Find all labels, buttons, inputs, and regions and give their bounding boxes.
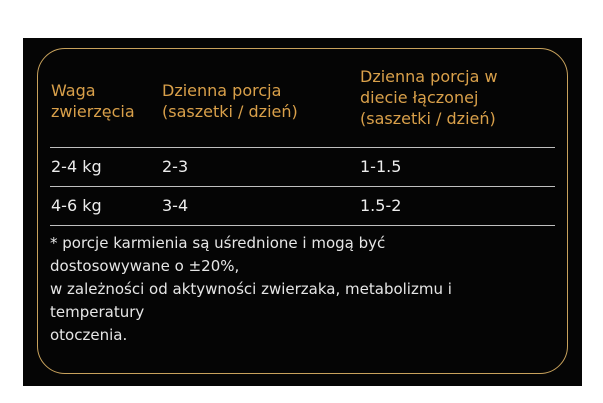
header-daily-portion: Dzienna porcja (saszetki / dzień) [162, 81, 298, 121]
cell-weight: 4-6 kg [51, 196, 102, 215]
cell-weight: 2-4 kg [51, 157, 102, 176]
feeding-table [50, 62, 555, 226]
table-row [50, 148, 555, 187]
header-mixed-diet-portion: Dzienna porcja w diecie łączonej (saszetki / dzień) [360, 67, 498, 128]
footnote-line: * porcje karmienia są uśrednione i mogą być [50, 234, 386, 252]
footnote [50, 232, 550, 347]
footnote-line: dostosowywane o ±20%, [50, 257, 240, 275]
cell-daily-portion: 2-3 [162, 157, 189, 176]
cell-mixed-diet-portion: 1-1.5 [360, 157, 402, 176]
cell-daily-portion: 3-4 [162, 196, 189, 215]
footnote-line: otoczenia. [50, 326, 128, 344]
table-header [50, 62, 555, 148]
header-weight: Waga zwierzęcia [51, 81, 135, 121]
footnote-line: w zależności od aktywności zwierzaka, metabolizmu i [50, 280, 452, 298]
footnote-line: temperatury [50, 303, 145, 321]
cell-mixed-diet-portion: 1.5-2 [360, 196, 402, 215]
table-row [50, 187, 555, 226]
